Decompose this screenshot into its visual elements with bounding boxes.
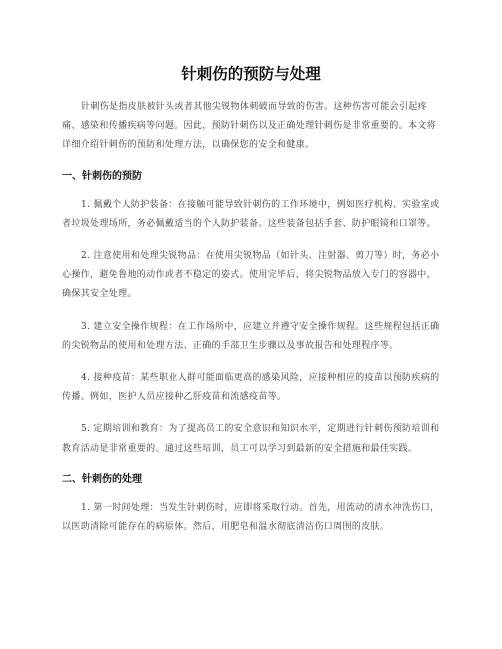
section-heading: 二、针刺伤的处理	[62, 473, 142, 485]
treatment-item-1: 1. 第一时间处理：当发生针刺伤时，应即将采取行动。首先，用流动的清水冲洗伤口，以医助清除可能存在的病原体。然后，用肥皂和温水彻底清洁伤口周围的皮肤。	[62, 502, 440, 533]
prevention-item-3: 3. 建立安全操作规程：在工作场所中，应建立并遵守安全操作规程。这些规程包括正确的尖锐物品的使用和处理方法、正确的手部卫生步骤以及事故报告和处理程序等。	[62, 321, 440, 351]
prevention-item-2: 2. 注意使用和处理尖锐物品：在使用尖锐物品（如针头、注射器、剪刀等）时，务必小心操作，避免鲁地的动作或者不稳定的姿式。使用完毕后，将尖锐物品放入专门的容器中，确保其安全处理。	[62, 251, 440, 300]
section-treatment	[62, 473, 440, 537]
prevention-item-4: 4. 接种疫苗：某些职业人群可能面临更高的感染风险，应接种相应的疫苗以预防疾病的传播。例如，医护人员应接种乙肝疫苗和流感疫苗等。	[62, 373, 440, 403]
document-title: 针刺伤的预防与处理	[181, 65, 321, 83]
intro-paragraph: 针刺伤是指皮肤被针头或者其他尖锐物体刺破而导致的伤害。这种伤害可能会引起疼痛、感染和传播疾病等问题。因此，预防针刺伤以及正确处理针刺伤是非常重要的。本文将详细介绍针刺伤的预防和处理方法，以确保您的安全和健康。	[62, 102, 437, 151]
prevention-item-5: 5. 定期培训和教育：为了提高员工的安全意识和知识水平，定期进行针刺伤预防培训和教育活动是非常重要的。通过这些培训，员工可以学习到最新的安全措施和最佳实践。	[62, 424, 440, 454]
section-heading: 一、针刺伤的预防	[62, 170, 142, 182]
section-prevention	[62, 170, 440, 459]
document-body	[62, 98, 440, 550]
prevention-item-1: 1. 佩戴个人防护装备：在接触可能导致针刺伤的工作环境中，例如医疗机构、实验室或者垃圾处理场所，务必佩戴适当的个人防护装备。这些装备包括手套、防护眼镜和口罩等。	[62, 199, 440, 229]
